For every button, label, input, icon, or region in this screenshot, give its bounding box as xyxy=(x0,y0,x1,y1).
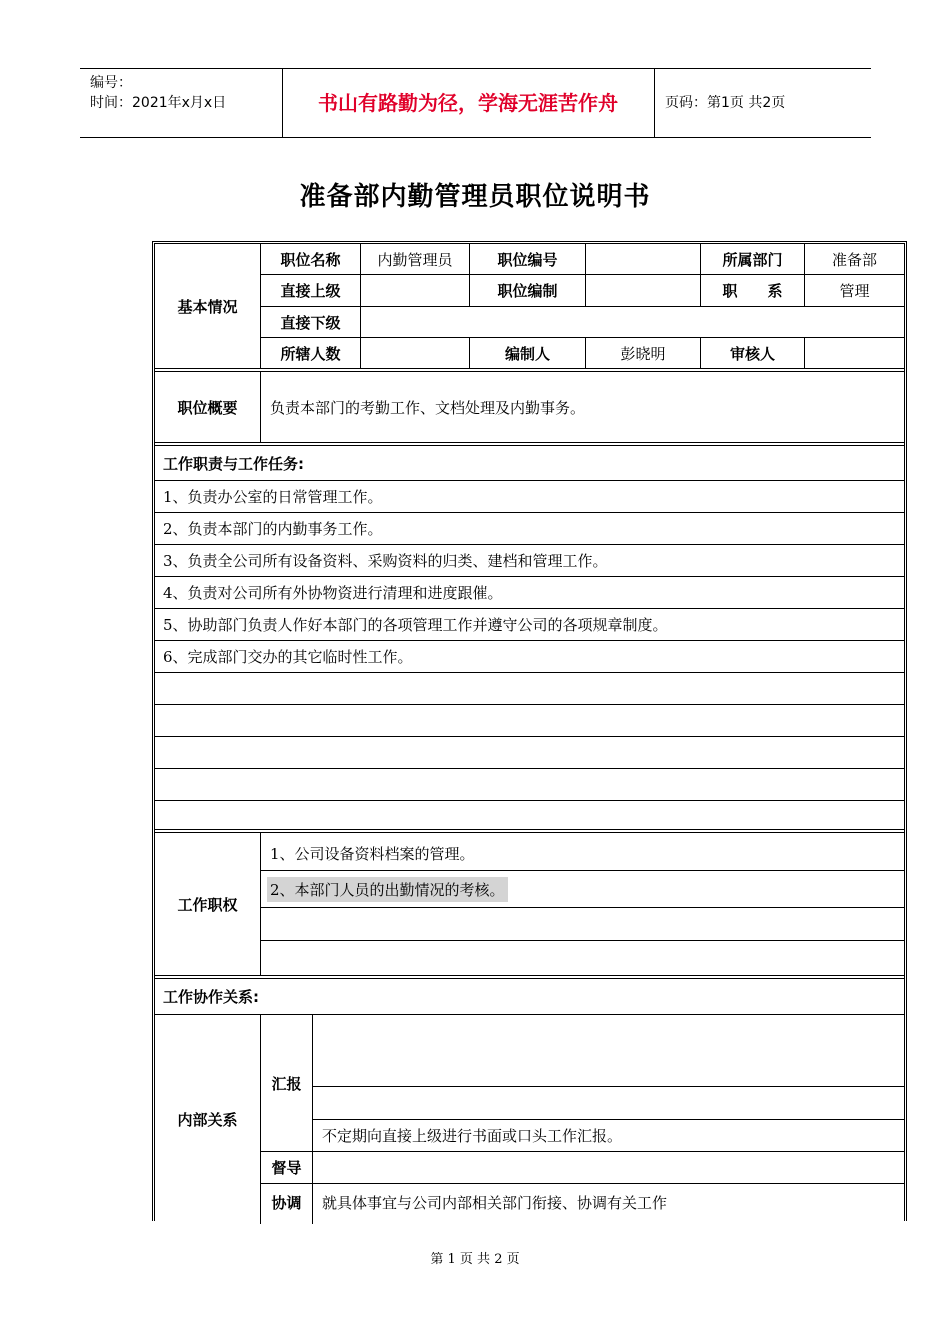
summary-label: 职位概要 xyxy=(177,398,238,417)
duty-item: 4、负责对公司所有外协物资进行清理和进度跟催。 xyxy=(163,583,503,602)
headcount-value xyxy=(361,338,469,368)
duty-item: 2、负责本部门的内勤事务工作。 xyxy=(163,519,383,538)
row-divider xyxy=(155,672,904,673)
section-divider xyxy=(155,442,904,443)
authority-item-text: 2、本部门人员的出勤情况的考核。 xyxy=(267,877,508,902)
section-divider xyxy=(155,829,904,830)
position-name-value: 内勤管理员 xyxy=(377,250,453,269)
internal-relations-label: 内部关系 xyxy=(177,1110,238,1129)
row-divider xyxy=(155,736,904,737)
headcount-label: 所辖人数 xyxy=(280,344,341,363)
basic-info-label: 基本情况 xyxy=(177,297,238,316)
summary-text: 负责本部门的考勤工作、文档处理及内勤事务。 xyxy=(270,398,586,417)
row-divider xyxy=(312,1086,904,1087)
row-divider xyxy=(260,870,904,871)
duties-heading: 工作职责与工作任务: xyxy=(163,454,304,473)
section-divider xyxy=(155,832,904,833)
staffing-value xyxy=(586,275,700,306)
duty-item: 5、协助部门负责人作好本部门的各项管理工作并遵守公司的各项规章制度。 xyxy=(163,615,668,634)
section-divider xyxy=(155,368,904,369)
page-title: 准备部内勤管理员职位说明书 xyxy=(299,182,651,212)
direct-superior-value xyxy=(361,275,469,306)
job-description-table xyxy=(152,241,907,1221)
authority-item xyxy=(267,873,508,905)
authority-item: 1、公司设备资料档案的管理。 xyxy=(270,844,475,863)
position-code-label: 职位编号 xyxy=(497,250,558,269)
reviewer-value xyxy=(805,338,904,368)
position-code-value xyxy=(586,244,700,274)
reviewer-label: 审核人 xyxy=(729,344,775,363)
duty-item: 6、完成部门交办的其它临时性工作。 xyxy=(163,647,413,666)
department-value: 准备部 xyxy=(831,250,877,269)
direct-subordinate-value xyxy=(361,307,904,337)
job-series-value: 管理 xyxy=(839,282,870,300)
document-number-label: 编号： xyxy=(90,75,132,91)
coordinate-text: 就具体事宜与公司内部相关部门衔接、协调有关工作 xyxy=(322,1193,668,1212)
row-divider xyxy=(260,907,904,908)
document-time-label: 时间：2021年x月x日 xyxy=(90,95,227,111)
cooperation-heading: 工作协作关系: xyxy=(163,988,259,1006)
document-header xyxy=(80,68,871,138)
col-divider xyxy=(260,371,261,442)
report-label: 汇报 xyxy=(271,1074,302,1093)
job-series-label: 职 系 xyxy=(722,282,783,300)
direct-superior-label: 直接上级 xyxy=(280,282,341,300)
header-motto: 书山有路勤为径，学海无涯苦作舟 xyxy=(318,91,618,115)
author-value: 彭晓明 xyxy=(620,344,666,363)
author-label: 编制人 xyxy=(504,344,550,363)
row-divider xyxy=(155,800,904,801)
row-divider xyxy=(260,1151,904,1152)
header-page-info: 页码：第1页 共2页 xyxy=(665,95,786,111)
page-footer: 第 1 页 共 2 页 xyxy=(430,1252,520,1267)
row-divider xyxy=(155,768,904,769)
section-divider xyxy=(155,978,904,979)
section-divider xyxy=(155,975,904,976)
direct-subordinate-label: 直接下级 xyxy=(280,313,341,332)
supervise-label: 督导 xyxy=(271,1159,302,1177)
col-divider xyxy=(260,832,261,976)
position-name-label: 职位名称 xyxy=(280,250,341,269)
duty-item: 3、负责全公司所有设备资料、采购资料的归类、建档和管理工作。 xyxy=(163,551,608,570)
staffing-label: 职位编制 xyxy=(497,282,558,300)
department-label: 所属部门 xyxy=(722,250,783,269)
header-meta xyxy=(90,73,226,113)
coordinate-label: 协调 xyxy=(271,1193,302,1212)
authority-label: 工作职权 xyxy=(177,896,238,914)
row-divider xyxy=(155,704,904,705)
report-text: 不定期向直接上级进行书面或口头工作汇报。 xyxy=(322,1127,623,1145)
header-divider xyxy=(654,69,655,137)
duty-item: 1、负责办公室的日常管理工作。 xyxy=(163,487,383,506)
row-divider xyxy=(260,940,904,941)
